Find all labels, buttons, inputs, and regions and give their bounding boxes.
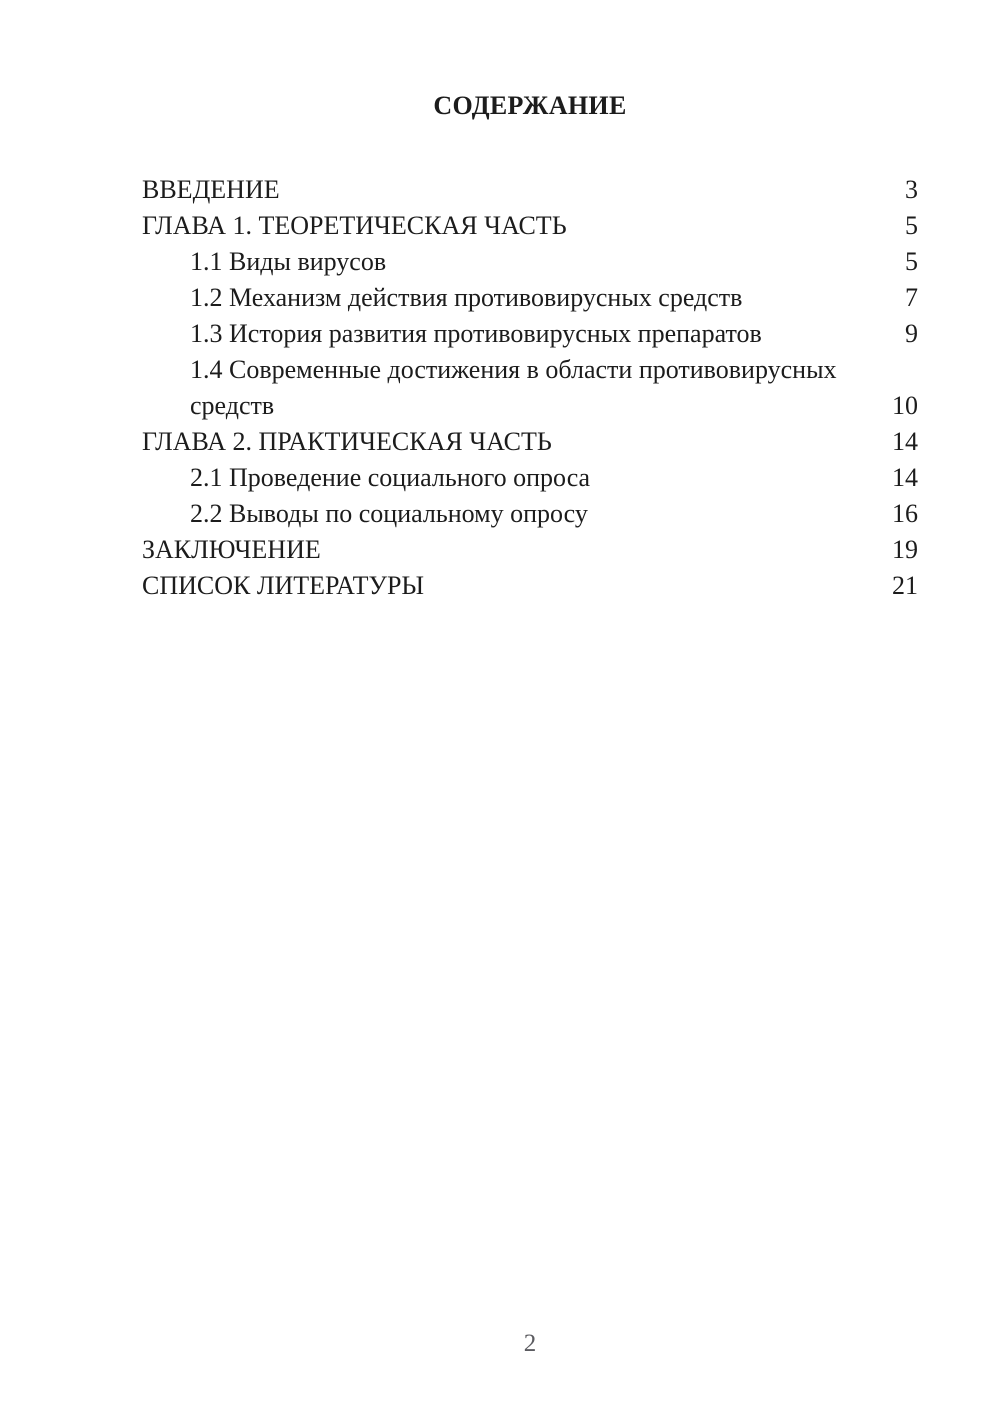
toc-entry-1-2 [142, 280, 918, 316]
toc-entry-page: 16 [892, 499, 918, 528]
toc-entry-label-line2: средств [190, 391, 275, 420]
toc-entry-label: 1.2 Механизм действия противовирусных средств [190, 283, 743, 312]
toc-entry-page: 5 [905, 247, 918, 276]
toc-entry-label: 2.1 Проведение социального опроса [190, 463, 591, 492]
toc-entry-zaklyuchenie [142, 532, 918, 568]
toc-entry-1-4 [142, 352, 918, 424]
table-of-contents [142, 172, 918, 604]
toc-entry-label-line1: 1.4 Современные достижения в области противовирусных [190, 355, 837, 384]
toc-entry-label: ВВЕДЕНИЕ [142, 175, 280, 204]
toc-entry-label: СПИСОК ЛИТЕРАТУРЫ [142, 571, 425, 600]
toc-entry-2-2 [142, 496, 918, 532]
toc-entry-label: 1.1 Виды вирусов [190, 247, 387, 276]
toc-entry-page: 5 [905, 211, 918, 240]
toc-entry-glava-1 [142, 208, 918, 244]
toc-entry-glava-2 [142, 424, 918, 460]
toc-entry-page: 14 [892, 463, 918, 492]
toc-entry-page: 7 [905, 283, 918, 312]
toc-entry-label: 1.3 История развития противовирусных препаратов [190, 319, 762, 348]
toc-entry-page: 9 [905, 319, 918, 348]
toc-entry-page: 14 [892, 427, 918, 456]
toc-entry-1-1 [142, 244, 918, 280]
toc-entry-label: ЗАКЛЮЧЕНИЕ [142, 535, 321, 564]
toc-entry-label: 2.2 Выводы по социальному опросу [190, 499, 588, 528]
toc-entry-page: 21 [892, 571, 918, 600]
page-title: СОДЕРЖАНИЕ [433, 91, 627, 120]
toc-entry-1-3 [142, 316, 918, 352]
toc-entry-label: ГЛАВА 2. ПРАКТИЧЕСКАЯ ЧАСТЬ [142, 427, 552, 456]
toc-entry-vvedenie [142, 172, 918, 208]
toc-entry-page: 10 [892, 391, 918, 420]
footer-page-number: 2 [523, 1330, 537, 1357]
toc-entry-page: 19 [892, 535, 918, 564]
toc-entry-label: ГЛАВА 1. ТЕОРЕТИЧЕСКАЯ ЧАСТЬ [142, 211, 567, 240]
toc-entry-label [142, 352, 837, 424]
toc-entry-page: 3 [905, 175, 918, 204]
toc-entry-2-1 [142, 460, 918, 496]
toc-entry-spisok-literatury [142, 568, 918, 604]
